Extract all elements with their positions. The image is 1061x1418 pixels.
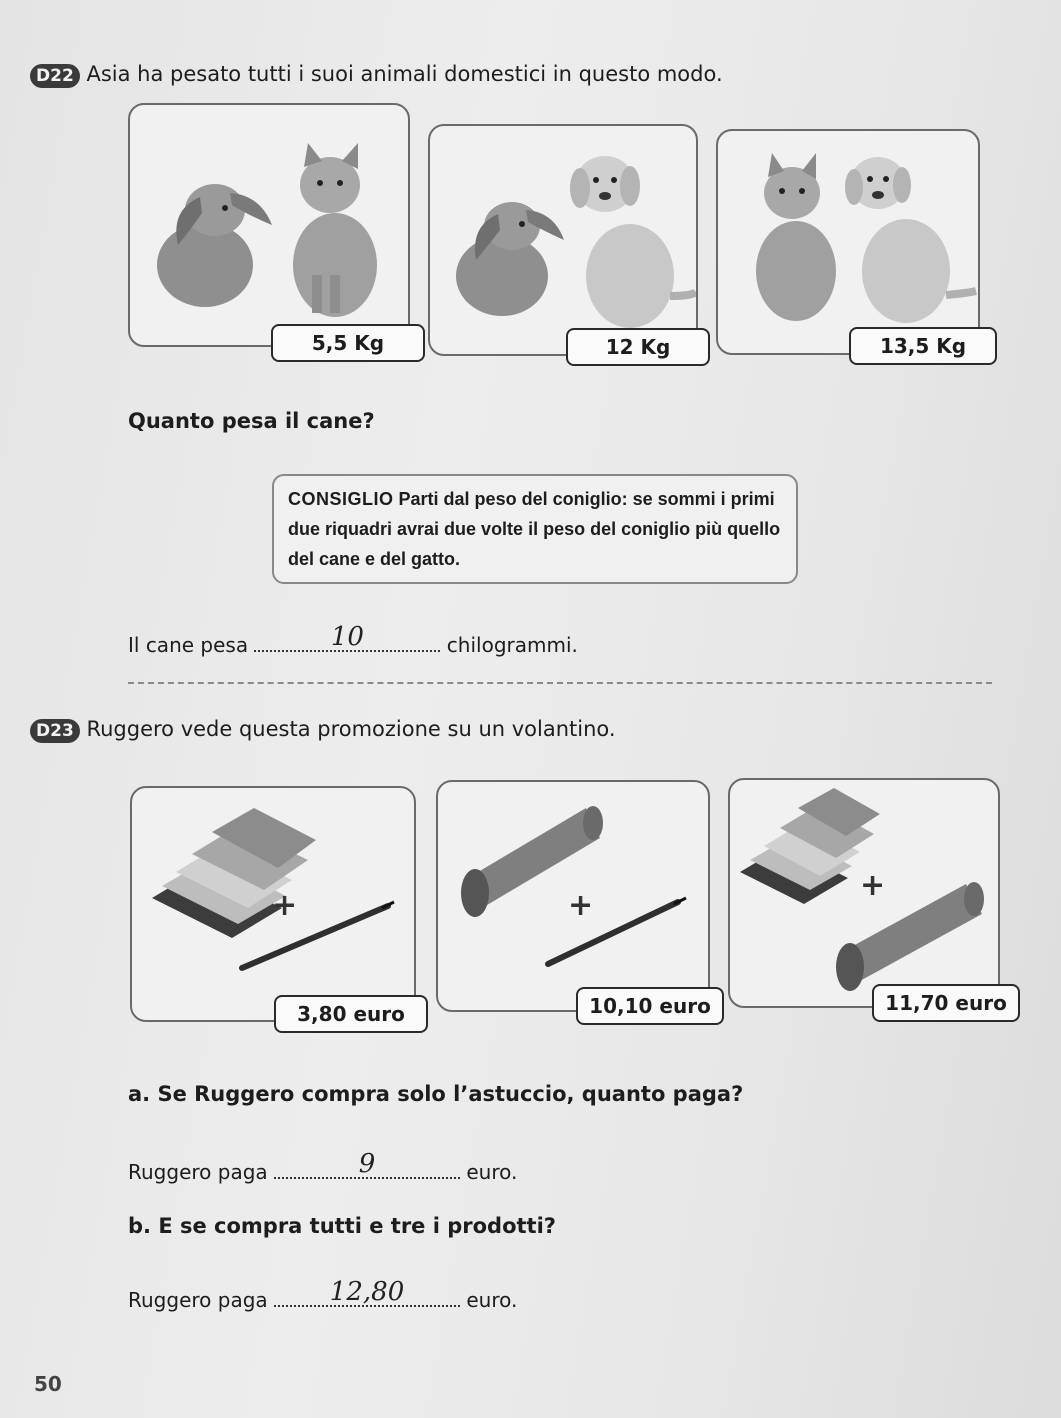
answer-d23-b-handwritten: 12,80 [329,1277,405,1307]
rabbit-icon [456,202,564,316]
weight-label-2: 12 Kg [566,328,710,366]
answer-d23-b-prefix: Ruggero paga [128,1288,268,1312]
price-panel-notebooks-pencilcase [728,778,1000,1008]
price-panel-pencilcase-pen [436,780,710,1012]
question-d23-a: a. Se Ruggero compra solo l’astuccio, quanto paga? [128,1082,744,1106]
page-number: 50 [34,1372,62,1396]
answer-d22-suffix: chilogrammi. [446,633,578,657]
answer-d22-blank[interactable] [254,622,440,652]
weight-panel-rabbit-cat [128,103,410,347]
hint-text: Parti dal peso del coniglio: se sommi i primi due riquadri avrai due volte il peso del coniglio più quello del cane e del gatto. [288,489,781,569]
question-d23-b: b. E se compra tutti e tre i prodotti? [128,1214,556,1238]
exercise-d22-heading [30,60,723,88]
answer-d22 [128,622,578,657]
plus-sign-2: + [568,888,594,923]
answer-d23-a [128,1149,518,1184]
rabbit-icon [157,184,272,307]
exercise-d22-title: Asia ha pesato tutti i suoi animali domestici in questo modo. [86,62,723,86]
answer-d23-a-handwritten: 9 [358,1149,376,1179]
dog-icon [570,156,696,328]
weight-label-3: 13,5 Kg [849,327,997,365]
answer-d23-a-blank[interactable] [274,1149,460,1179]
pencil-case-icon [836,882,984,991]
cat-dog-illustration [718,131,978,353]
price-panel-notebooks-pen [130,786,416,1022]
question-d22: Quanto pesa il cane? [128,409,375,433]
weight-label-1: 5,5 Kg [271,324,425,362]
answer-d23-b [128,1277,518,1312]
plus-sign-3: + [860,868,886,903]
cat-icon [756,153,836,321]
price-label-2: 10,10 euro [576,987,724,1025]
exercise-d23-title: Ruggero vede questa promozione su un volantino. [86,717,616,741]
answer-d23-a-suffix: euro. [466,1160,518,1184]
price-label-3: 11,70 euro [872,984,1020,1022]
cat-icon [293,143,377,317]
exercise-d23-heading [30,715,616,743]
answer-d23-b-suffix: euro. [466,1288,518,1312]
weight-panel-cat-dog [716,129,980,355]
answer-d23-a-prefix: Ruggero paga [128,1160,268,1184]
rabbit-cat-illustration [130,105,408,345]
section-divider [128,682,992,684]
answer-d22-handwritten: 10 [330,622,364,652]
notebooks-icon [740,788,880,904]
price-label-1: 3,80 euro [274,995,428,1033]
hint-box [272,474,798,584]
answer-d22-prefix: Il cane pesa [128,633,249,657]
dog-icon [845,157,976,323]
answer-d23-b-blank[interactable] [274,1277,460,1307]
plus-sign-1: + [272,888,298,923]
hint-title: CONSIGLIO [288,489,394,509]
exercise-badge-d22: D22 [30,64,80,88]
rabbit-dog-illustration [430,126,696,354]
weight-panel-rabbit-dog [428,124,698,356]
exercise-badge-d23: D23 [30,719,80,743]
